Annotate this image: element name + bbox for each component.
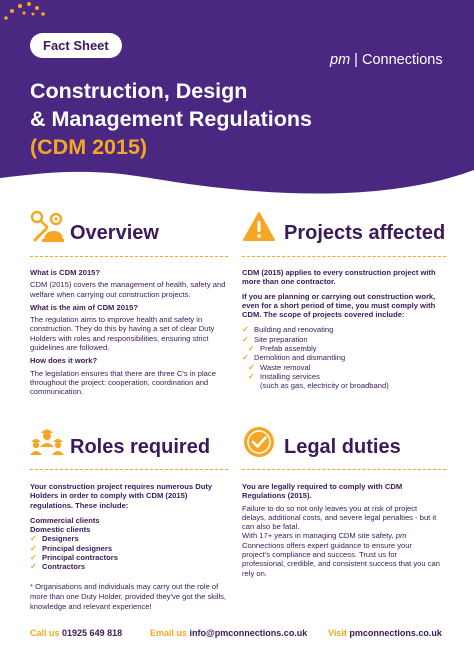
legal-divider <box>242 469 446 470</box>
list-item: ✓ Installing services <box>242 372 447 381</box>
roles-intro: Your construction project requires numerous Duty Holders in order to comply with CDM (2015) regulations. These include: <box>30 482 213 510</box>
list-item: ✓ Contractors <box>30 562 230 571</box>
list-item: ✓ Demolition and dismantling <box>242 353 447 362</box>
title-line-1: Construction, Design <box>30 79 248 103</box>
overview-a3: The legislation ensures that there are three C's in place throughout the project: cooperation, coordination and communication. <box>30 368 216 397</box>
list-item: Commercial clients <box>30 515 100 525</box>
title-line-2: & Management Regulations <box>30 107 312 131</box>
legal-body-2-pre: With 17+ years in managing CDM site safety, <box>242 531 394 541</box>
legal-body-2 <box>242 531 442 577</box>
footer-phone-label: Call us <box>30 628 60 638</box>
overview-q1: What is CDM 2015? <box>30 268 101 277</box>
projects-heading: Projects affected <box>284 222 446 244</box>
footer-phone[interactable] <box>30 628 122 638</box>
fact-sheet-badge: Fact Sheet <box>30 33 122 58</box>
logo-separator: | <box>350 52 362 68</box>
overview-a2: The regulation aims to improve health and safety in construction. They do this by having a set of clear Duty Holders with roles and responsibilities, ensuring strict guidelines are followed. <box>30 315 215 353</box>
overview-q2: What is the aim of CDM 2015? <box>30 302 139 312</box>
check-circle-icon <box>242 425 276 459</box>
logo-name: Connections <box>361 52 443 68</box>
roles-heading: Roles required <box>70 436 211 458</box>
projects-list <box>242 325 447 390</box>
list-item: ✓ Waste removal <box>242 363 447 372</box>
list-item: ✓ Building and renovating <box>242 325 447 334</box>
list-item: ✓ Principal designers <box>30 544 230 553</box>
legal-body <box>242 482 442 578</box>
legal-heading: Legal duties <box>284 436 401 458</box>
header-banner <box>0 0 474 200</box>
footer-website-value: pmconnections.co.uk <box>349 628 442 638</box>
tools-icon <box>30 210 64 244</box>
footer-email-label: Email us <box>150 628 188 638</box>
legal-body-2-pm: pm <box>395 531 407 541</box>
projects-body <box>242 268 447 391</box>
roles-note: * Organisations and individuals may carry out the role of more than one Duty Holder, provided they've got the skills, knowledge and relevant experience! <box>30 581 227 611</box>
footer-email-value: info@pmconnections.co.uk <box>189 628 308 638</box>
roles-list <box>30 516 230 572</box>
projects-p1: CDM (2015) applies to every construction project with more than one contractor. <box>242 268 436 287</box>
overview-body <box>30 268 228 400</box>
team-icon <box>30 425 64 459</box>
pm-connections-logo <box>330 52 443 68</box>
title-line-3: (CDM 2015) <box>30 135 148 159</box>
legal-body-2-post: Connections offers expert guidance to ensure your project's compliance and success. Trust us for professional, credible, and consistent success that you can rely on. <box>242 540 440 578</box>
legal-body-1: Failure to do so not only leaves you at risk of project delays, additional costs, and severe legal penalties - but it can also be fatal. <box>242 503 437 532</box>
list-item: Domestic clients <box>30 525 91 535</box>
overview-a1: CDM (2015) covers the management of health, safety and welfare when carrying out construction projects. <box>30 280 226 299</box>
list-item: ✓ Site preparation <box>242 335 447 344</box>
logo-pm: pm <box>330 52 351 68</box>
list-item-note: (such as gas, electricity or broadband) <box>260 381 389 391</box>
list-item: ✓ Prefab assembly <box>242 344 447 353</box>
roles-divider <box>30 469 228 470</box>
overview-heading: Overview <box>70 222 159 244</box>
list-item: ✓ Designers <box>30 534 230 543</box>
footer-email[interactable] <box>150 628 307 638</box>
footer-website[interactable] <box>328 628 442 638</box>
footer-website-label: Visit <box>328 628 347 638</box>
logo-dots-icon <box>0 0 50 22</box>
list-item: ✓ Principal contractors <box>30 553 230 562</box>
legal-intro: You are legally required to comply with CDM Regulations (2015). <box>242 482 403 501</box>
overview-q3: How does it work? <box>30 356 98 366</box>
footer-phone-value: 01925 649 818 <box>62 628 123 638</box>
projects-divider <box>242 256 446 257</box>
projects-p2: If you are planning or carrying out construction work, even for a short period of time, you must comply with CDM. The scope of projects covered include: <box>242 291 436 320</box>
warning-icon <box>242 210 276 244</box>
roles-body <box>30 482 230 615</box>
overview-divider <box>30 256 228 257</box>
page-title <box>30 77 450 161</box>
